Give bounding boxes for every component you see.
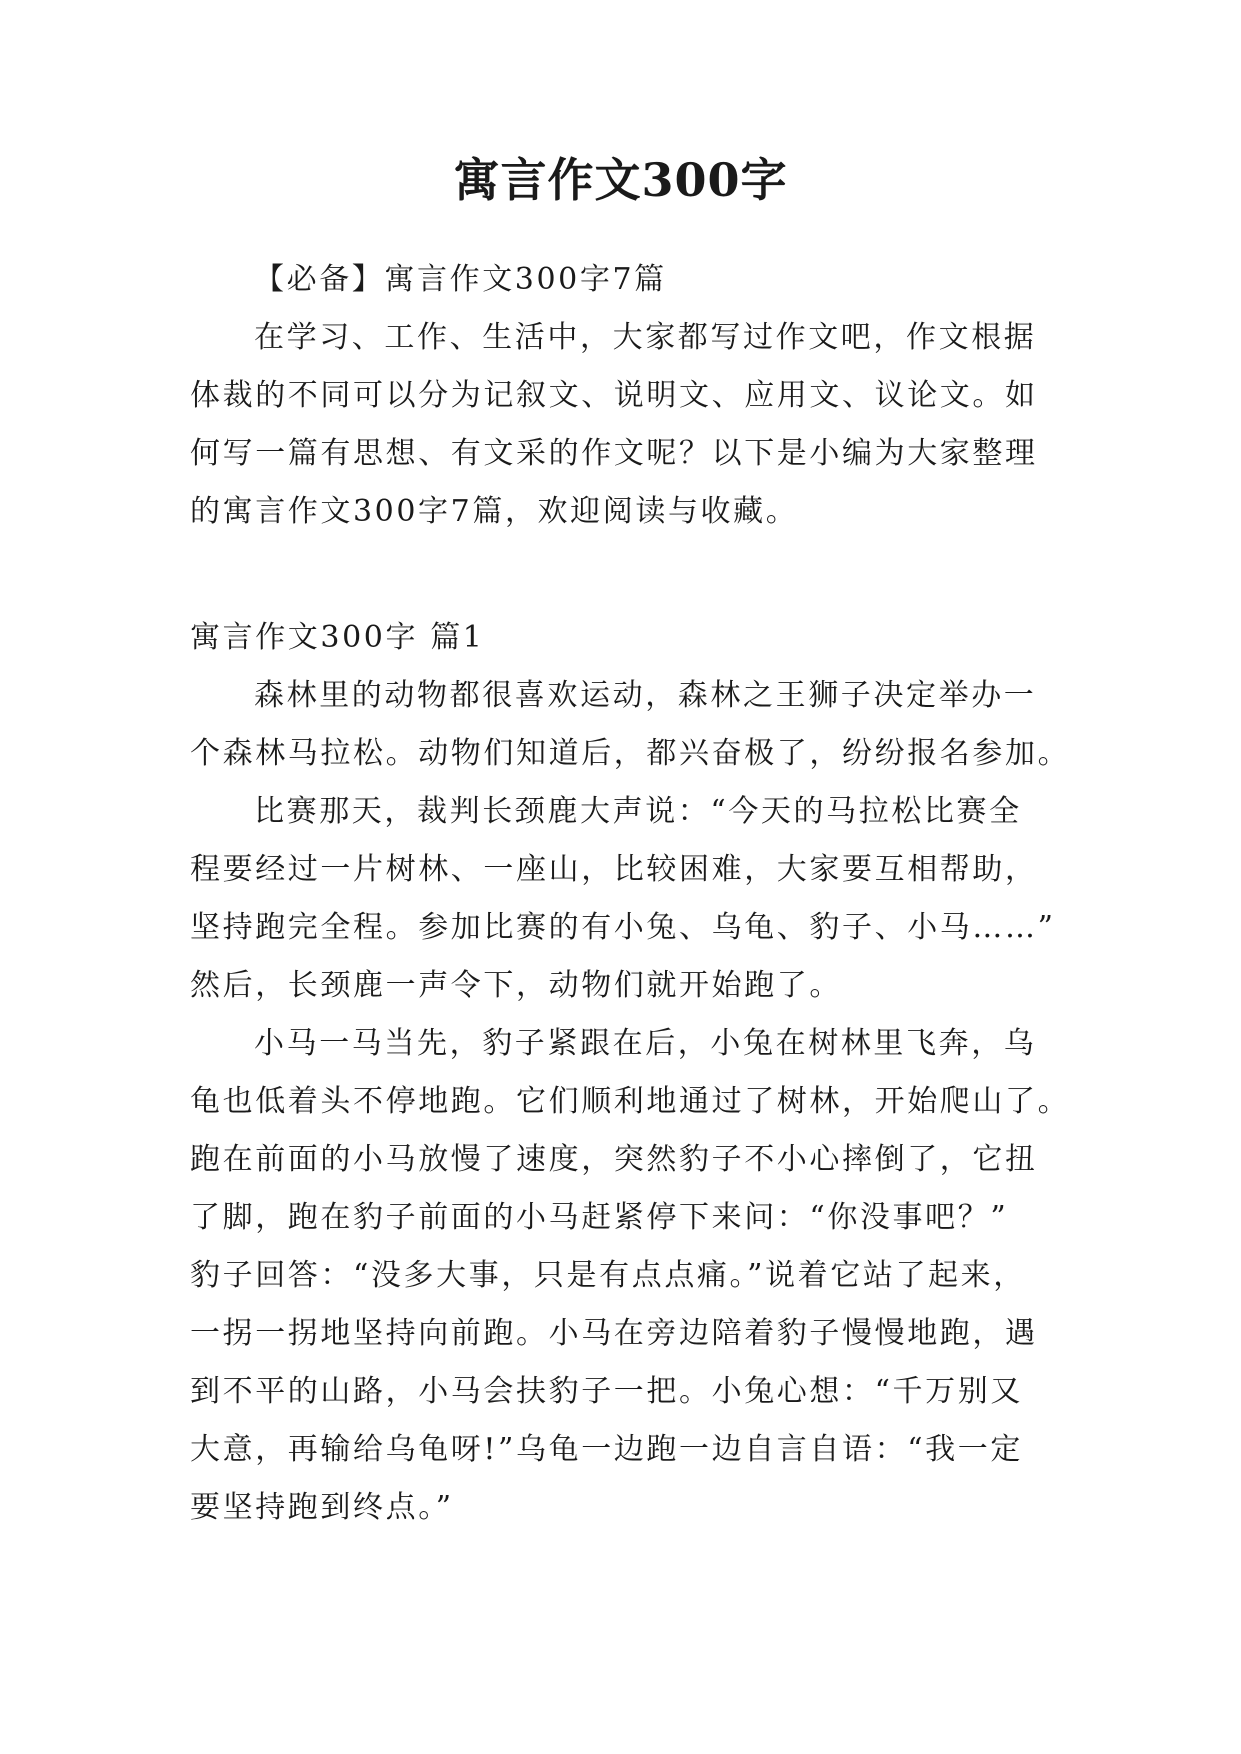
document-title: 寓言作文300字: [453, 153, 788, 207]
body-line: 到不平的山路，小马会扶豹子一把。小兔心想：“千万别又: [190, 1374, 1023, 1409]
intro-line: 的寓言作文300字7篇，欢迎阅读与收藏。: [190, 494, 799, 529]
body-line: 坚持跑完全程。参加比赛的有小兔、乌龟、豹子、小马……”: [190, 910, 1056, 945]
body-line: 大意，再输给乌龟呀!”乌龟一边跑一边自言自语：“我一定: [190, 1432, 1023, 1467]
body-line: 程要经过一片树林、一座山，比较困难，大家要互相帮助，: [190, 852, 1038, 887]
body-line: 跑在前面的小马放慢了速度，突然豹子不小心摔倒了，它扭: [190, 1142, 1038, 1177]
body-line: 龟也低着头不停地跑。它们顺利地通过了树林，开始爬山了。: [190, 1084, 1071, 1119]
body-line: 比赛那天，裁判长颈鹿大声说：“今天的马拉松比赛全: [254, 794, 1022, 829]
intro-line: 何写一篇有思想、有文采的作文呢？以下是小编为大家整理: [190, 436, 1038, 471]
body-line: 了脚，跑在豹子前面的小马赶紧停下来问：“你没事吧？”: [190, 1200, 1009, 1235]
body-line: 小马一马当先，豹子紧跟在后，小兔在树林里飞奔，乌: [254, 1026, 1037, 1061]
body-line: 要坚持跑到终点。”: [190, 1490, 454, 1525]
body-line: 然后，长颈鹿一声令下，动物们就开始跑了。: [190, 968, 842, 1003]
body-line: 个森林马拉松。动物们知道后，都兴奋极了，纷纷报名参加。: [190, 736, 1071, 771]
intro-line: 体裁的不同可以分为记叙文、说明文、应用文、议论文。如: [190, 378, 1038, 413]
intro-line: 在学习、工作、生活中，大家都写过作文吧，作文根据: [254, 320, 1037, 355]
section-heading: 寓言作文300字 篇1: [190, 620, 485, 655]
body-line: 森林里的动物都很喜欢运动，森林之王狮子决定举办一: [254, 678, 1037, 713]
subtitle-line: 【必备】寓言作文300字7篇: [254, 262, 667, 297]
body-line: 一拐一拐地坚持向前跑。小马在旁边陪着豹子慢慢地跑，遇: [190, 1316, 1038, 1351]
body-line: 豹子回答：“没多大事，只是有点点痛。”说着它站了起来，: [190, 1258, 1026, 1293]
